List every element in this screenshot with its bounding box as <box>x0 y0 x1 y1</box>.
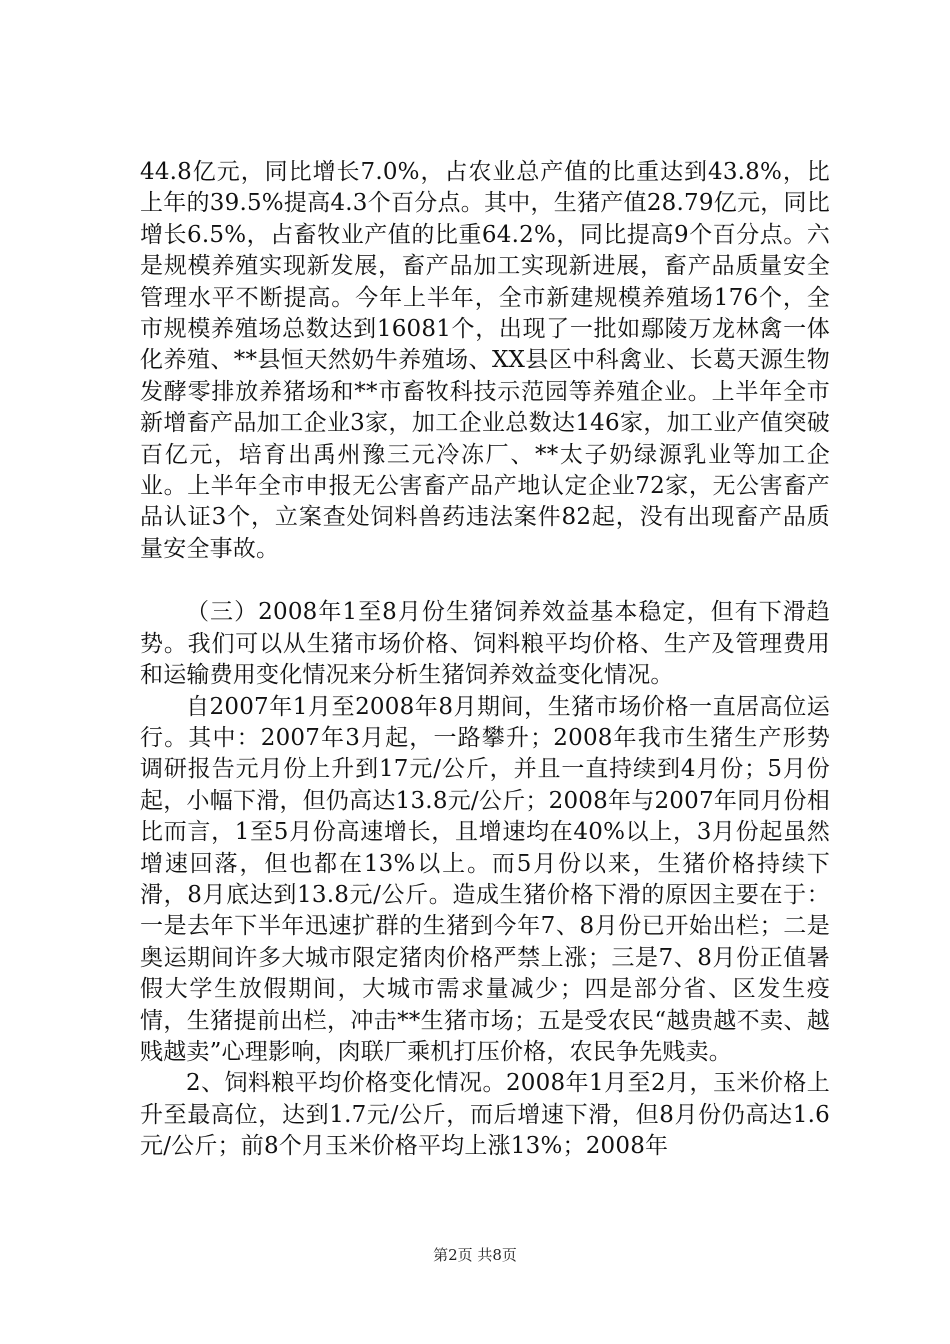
document-body <box>140 157 830 1163</box>
paragraph-gap <box>140 565 830 597</box>
paragraph-continuation: 44.8亿元，同比增长7.0%，占农业总产值的比重达到43.8%，比上年的39.5%提高4.3个百分点。其中，生猪产值28.79亿元，同比增长6.5%，占畜牧业产值的比重64.2%，同比提高9个百分点。六是规模养殖实现新发展，畜产品加工实现新进展，畜产品质量安全管理水平不断提高。今年上半年，全市新建规模养殖场176个，全市规模养殖场总数达到16081个，出现了一批如鄢陵万龙林禽一体化养殖、**县恒天然奶牛养殖场、XX县区中科禽业、长葛天源生物发酵零排放养猪场和**市畜牧科技示范园等养殖企业。上半年全市新增畜产品加工企业3家，加工企业总数达146家，加工业产值突破百亿元，培育出禹州豫三元冷冻厂、**太子奶绿源乳业等加工企业。上半年全市申报无公害畜产品产地认定企业72家，无公害畜产品认证3个，立案查处饲料兽药违法案件82起，没有出现畜产品质量安全事故。 <box>140 159 830 562</box>
paragraph-feed-price: 2、饲料粮平均价格变化情况。2008年1月至2月，玉米价格上升至最高位，达到1.7元/公斤，而后增速下滑，但8月份仍高达1.6元/公斤；前8个月玉米价格平均上涨13%；2008年 <box>140 1070 830 1160</box>
page-footer: 第2页 共8页 <box>433 1246 517 1264</box>
paragraph-pig-price: 自2007年1月至2008年8月期间，生猪市场价格一直居高位运行。其中：2007年3月起，一路攀升；2008年我市生猪生产形势调研报告元月份上升到17元/公斤，并且一直持续到4月份；5月份起，小幅下滑，但仍高达13.8元/公斤；2008年与2007年同月份相比而言，1至5月份高速增长，且增速均在40%以上，3月份起虽然增速回落，但也都在13%以上。而5月份以来，生猪价格持续下滑，8月底达到13.8元/公斤。造成生猪价格下滑的原因主要在于：一是去年下半年迅速扩群的生猪到今年7、8月份已开始出栏；二是奥运期间许多大城市限定猪肉价格严禁上涨；三是7、8月份正值暑假大学生放假期间，大城市需求量减少；四是部分省、区发生疫情，生猪提前出栏，冲击**生猪市场；五是受农民“越贵越不卖、越贱越卖”心理影响，肉联厂乘机打压价格，农民争先贱卖。 <box>140 693 830 1065</box>
paragraph-section-three: （三）2008年1至8月份生猪饲养效益基本稳定，但有下滑趋势。我们可以从生猪市场价格、饲料粮平均价格、生产及管理费用和运输费用变化情况来分析生猪饲养效益变化情况。 <box>140 599 830 689</box>
